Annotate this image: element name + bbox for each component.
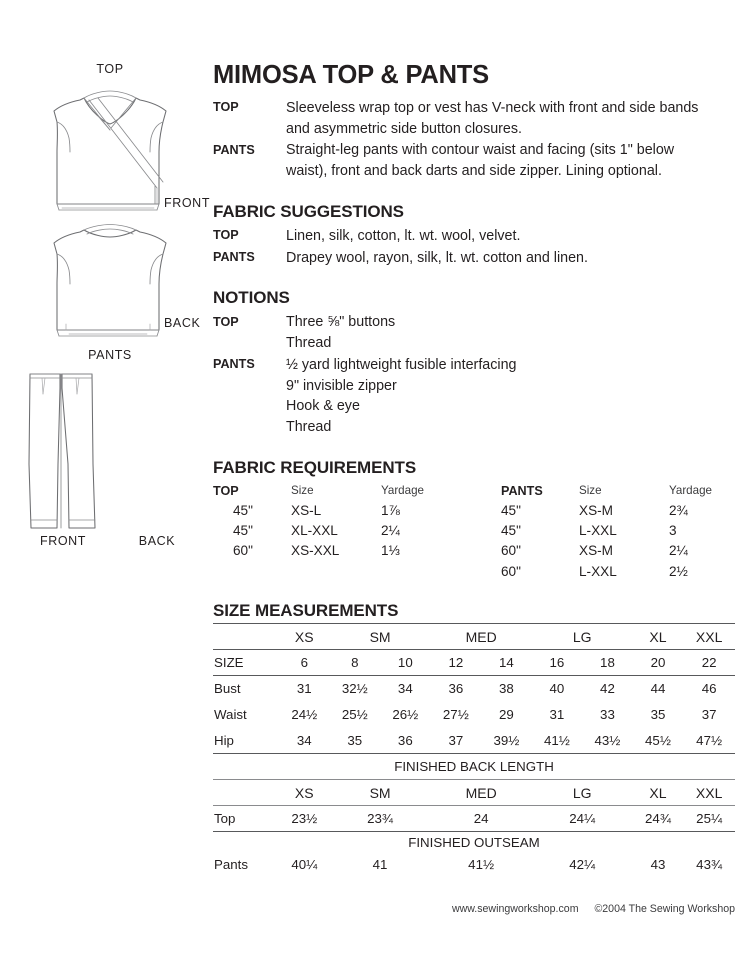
fabric-yardage: 3: [669, 523, 677, 538]
description-pants-tag: PANTS: [213, 142, 255, 157]
table-row: [213, 806, 735, 832]
table-row: [501, 501, 735, 521]
fabric-suggestions-pants-text: Drapey wool, rayon, silk, lt. wt. cotton and linen.: [286, 249, 588, 266]
cell: 18: [600, 655, 615, 671]
cell: 14: [498, 655, 514, 671]
cell: 34: [397, 681, 413, 697]
size-group-sm: SM: [369, 628, 391, 645]
notions-pants-line-4: Thread: [286, 419, 332, 436]
finished-back-length-heading: FINISHED BACK LENGTH: [394, 759, 554, 775]
cell: 46: [701, 681, 717, 697]
notions-top-text: [286, 312, 735, 354]
cell: 34: [296, 732, 312, 748]
notions-top-line-2: Thread: [286, 334, 332, 351]
fabric-size-range: XS-XXL: [291, 543, 340, 559]
size-measurements-table: [213, 623, 735, 876]
row-label: Pants: [214, 857, 249, 873]
description-pants-line-1: Straight-leg pants with contour waist and facing (sits 1" below: [286, 142, 675, 159]
fabric-requirements-heading: FABRIC REQUIREMENTS: [213, 458, 417, 478]
size-group-xl: XL: [649, 628, 667, 645]
size-group-xs: XS: [294, 628, 314, 645]
top-garment-label: TOP: [96, 62, 124, 76]
cell: 26½: [392, 707, 419, 723]
fabric-width: 60": [233, 543, 253, 559]
cell: 24½: [291, 707, 318, 723]
cell: 10: [397, 655, 413, 671]
description-pants-row: [213, 140, 735, 182]
cell: 32½: [341, 681, 368, 697]
fabric-size-range: L-XXL: [579, 563, 617, 579]
cell: 23¾: [367, 811, 393, 827]
cell: 25¼: [696, 811, 723, 827]
notions-top-line-1: Three ⅝" buttons: [286, 314, 396, 331]
fabric-width: 60": [501, 563, 521, 579]
fabric-yardage: 2¼: [381, 523, 400, 538]
cell: 37: [701, 707, 717, 723]
fabric-requirements-pants-size-header: Size: [579, 483, 602, 497]
fbl-group-lg: LG: [572, 784, 592, 801]
pants-back-label: BACK: [138, 534, 176, 548]
table-row: [213, 728, 735, 754]
fbl-group-med: MED: [465, 784, 497, 801]
table-row: [213, 676, 735, 702]
fabric-requirements-top-tag: TOP: [213, 483, 239, 498]
cell: 41½: [468, 857, 495, 873]
cell: 42¼: [569, 857, 596, 873]
size-group-xxl: XXL: [695, 628, 723, 645]
spacer-cell: [213, 780, 279, 806]
fabric-requirements-pants-table: [501, 482, 735, 582]
fbl-group-xxl: XXL: [695, 784, 723, 801]
content-column: [213, 62, 735, 876]
cell: 27½: [442, 707, 469, 723]
cell: 36: [448, 681, 464, 697]
illustration-column: [14, 62, 211, 548]
fabric-suggestions-top-row: [213, 226, 735, 247]
top-back-label: BACK: [164, 316, 201, 330]
cell: 16: [549, 655, 565, 671]
fabric-width: 45": [501, 502, 521, 518]
fabric-width: 60": [501, 543, 521, 559]
row-label: Waist: [214, 707, 247, 723]
cell: 43½: [594, 732, 621, 748]
table-row: [501, 541, 735, 561]
fabric-requirements-top-header: [213, 482, 501, 501]
notions-pants-tag: PANTS: [213, 357, 255, 372]
cell: 31: [296, 681, 312, 697]
fabric-requirements-top-yardage-header: Yardage: [381, 483, 424, 497]
fabric-width: 45": [501, 523, 521, 538]
top-front-illustration: [14, 78, 211, 220]
cell: 38: [498, 681, 514, 697]
cell: 23½: [291, 811, 318, 827]
size-group-lg: LG: [572, 628, 592, 645]
notions-heading: NOTIONS: [213, 288, 290, 308]
cell: 8: [351, 655, 359, 671]
cell: 35: [347, 732, 363, 748]
finished-outseam-heading: FINISHED OUTSEAM: [408, 835, 540, 851]
fabric-yardage: 2¼: [669, 543, 688, 559]
cell: 33: [600, 707, 615, 723]
fabric-size-range: L-XXL: [579, 523, 617, 538]
row-label: Bust: [214, 681, 241, 697]
cell: 45½: [645, 732, 671, 748]
cell: 12: [448, 655, 464, 671]
fabric-suggestions-pants-tag: PANTS: [213, 250, 255, 265]
footer-copyright: ©2004 The Sewing Workshop: [594, 903, 735, 915]
cell: 43¾: [696, 857, 723, 873]
top-front-label: FRONT: [164, 196, 211, 210]
table-row: [501, 521, 735, 541]
description-pants-line-2: waist), front and back darts and side zipper. Lining optional.: [286, 163, 662, 180]
size-measurements-heading: SIZE MEASUREMENTS: [213, 601, 399, 621]
footer: [213, 903, 735, 915]
cell: 22: [701, 655, 717, 671]
table-row: [213, 650, 735, 676]
pants-drawing: [14, 364, 206, 542]
fabric-yardage: 1⅓: [381, 543, 400, 559]
cell: 29: [498, 707, 514, 723]
table-row: [213, 541, 501, 561]
row-label: Top: [214, 811, 236, 827]
finished-back-length-header-row: [213, 780, 735, 806]
fabric-size-range: XS-M: [579, 502, 613, 518]
description-pants-text: [286, 140, 735, 182]
table-row: [213, 854, 735, 876]
cell: 42: [600, 681, 615, 697]
page-title: MIMOSA TOP & PANTS: [213, 61, 489, 89]
cell: 40¼: [291, 857, 318, 873]
table-row: [213, 702, 735, 728]
description-top-text: [286, 98, 735, 140]
notions-pants-text: [286, 355, 735, 438]
footer-website[interactable]: www.sewingworkshop.com: [451, 903, 579, 915]
cell: 41: [372, 857, 388, 873]
fbl-group-xs: XS: [294, 784, 314, 801]
fabric-suggestions-pants-row: [213, 248, 735, 269]
finished-outseam-heading-row: [213, 832, 735, 854]
cell: 31: [549, 707, 565, 723]
fabric-requirements-pants-tag: PANTS: [501, 483, 543, 498]
cell: 25½: [341, 707, 368, 723]
notions-top-row: [213, 312, 735, 354]
cell: 24¼: [569, 811, 596, 827]
description-top-row: [213, 98, 735, 140]
cell: 43: [650, 857, 666, 873]
table-row: [213, 521, 501, 541]
fabric-suggestions-heading: FABRIC SUGGESTIONS: [213, 202, 404, 222]
fabric-requirements-top-table: [213, 482, 501, 582]
fabric-size-range: XS-L: [291, 502, 322, 518]
notions-pants-line-1: ½ yard lightweight fusible interfacing: [286, 356, 517, 373]
top-back-illustration: [14, 224, 206, 342]
cell: 41½: [543, 732, 570, 748]
notions-top-tag: TOP: [213, 314, 239, 329]
cell: 40: [549, 681, 565, 697]
row-label: SIZE: [214, 655, 244, 671]
fabric-requirements-top-size-header: Size: [291, 483, 314, 497]
fabric-size-range: XS-M: [579, 543, 613, 559]
description-top-line-2: and asymmetric side button closures.: [286, 120, 523, 137]
cell: 24¾: [645, 811, 671, 827]
fabric-requirements-pants-yardage-header: Yardage: [669, 483, 712, 497]
fbl-group-sm: SM: [369, 784, 391, 801]
cell: 44: [650, 681, 666, 697]
fabric-size-range: XL-XXL: [291, 523, 338, 538]
cell: 37: [448, 732, 464, 748]
fabric-requirements-pants-header: [501, 482, 735, 501]
fabric-yardage: 1⅞: [381, 502, 400, 518]
cell: 39½: [493, 732, 520, 748]
notions-pants-line-2: 9" invisible zipper: [286, 377, 397, 394]
fabric-requirements-tables: [213, 482, 735, 582]
fabric-yardage: 2¾: [669, 502, 688, 518]
cell: 35: [650, 707, 666, 723]
finished-back-length-heading-row: [213, 754, 735, 780]
fbl-group-xl: XL: [649, 784, 667, 801]
fabric-suggestions-top-text: Linen, silk, cotton, lt. wt. wool, velvet.: [286, 227, 521, 244]
notions-pants-line-3: Hook & eye: [286, 398, 360, 415]
fabric-width: 45": [233, 502, 253, 518]
pants-front-label: FRONT: [39, 534, 87, 548]
description-top-tag: TOP: [213, 100, 239, 115]
cell: 20: [650, 655, 666, 671]
size-group-med: MED: [465, 628, 497, 645]
notions-pants-row: [213, 355, 735, 438]
fabric-width: 45": [233, 523, 253, 538]
cell: 6: [300, 655, 308, 671]
pants-illustration: [14, 364, 206, 548]
cell: 47½: [696, 732, 723, 748]
pants-garment-label: PANTS: [88, 348, 132, 362]
fabric-yardage: 2½: [669, 563, 688, 579]
spacer-cell: [213, 624, 279, 650]
fabric-suggestions-top-tag: TOP: [213, 228, 239, 243]
cell: 36: [397, 732, 413, 748]
cell: 24: [473, 811, 489, 827]
description-top-line-1: Sleeveless wrap top or vest has V-neck with front and side bands: [286, 99, 699, 116]
table-row: [501, 562, 735, 582]
size-group-header-row: [213, 624, 735, 650]
table-row: [213, 501, 501, 521]
row-label: Hip: [214, 732, 234, 748]
